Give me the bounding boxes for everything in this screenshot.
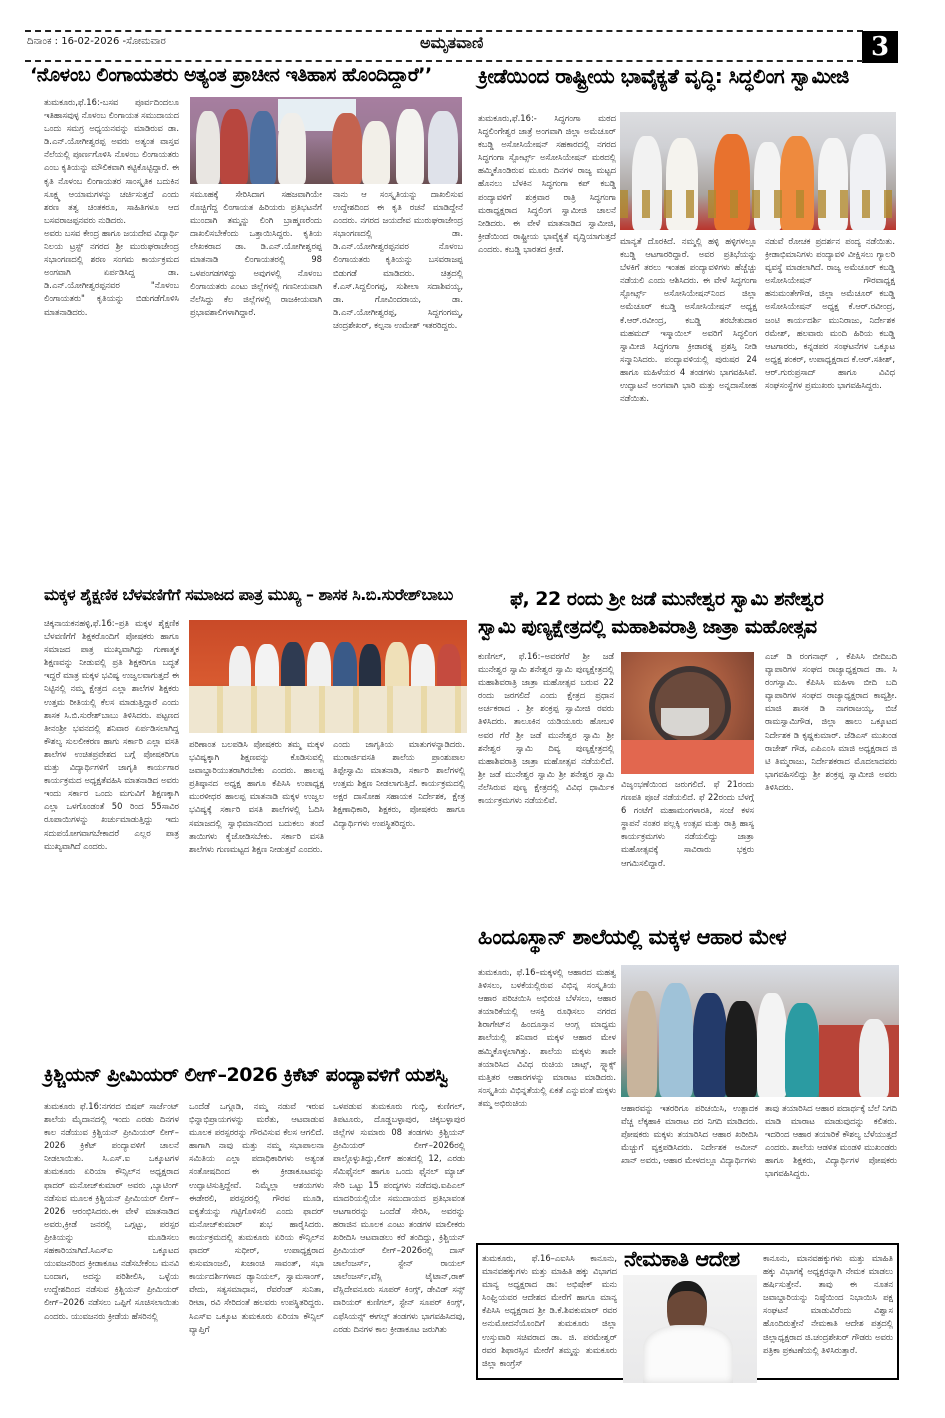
article-appointment-col1 bbox=[482, 1252, 617, 1374]
article-kabaddi-col2 bbox=[620, 235, 757, 583]
photo-food-mela bbox=[621, 965, 899, 1097]
article-text: ತುಮಕೂರು,ಫೆ.16:-ಬಸವ ಪೂರ್ವದಿಂದಲೂ ಇತಿಹಾಸವುಳ್ಳ ನೊಳಂಬ ಲಿಂಗಾಯತ ಸಮುದಾಯದ ಒಂದು ಸಮಗ್ರ ಅಧ್ಯಯನವನ್ನು ಮಾಡಿರುವ ಡಾ. ಡಿ.ಎನ್.ಯೋಗೀಶ್ವರಪ್ಪ ಅವರು ಅತ್ಯಂತ ವಾಸ್ತವ ನೆಲೆಯಲ್ಲಿ ಪೂರ್ಣಗೊಳಿಸಿ ನೊಳಂಬ ಲಿಂಗಾಯತರು ಎಂಬ ಕೃತಿಯನ್ನು ಮೌಲಿಕವಾಗಿ ಕಟ್ಟಿಕೊಟ್ಟಿದ್ದಾರೆ. ಈ ಕೃತಿ ನೊಳಂಬ ಲಿಂಗಾಯತರ ಸಾಂಸ್ಕೃತಿಕ ಬದುಕಿನ ಸೂಕ್ಷ್ಮ ಆಯಾಮಗಳನ್ನು ಚರ್ಚಿಸುತ್ತದೆ ಎಂದು ಶರಣ ತತ್ವ ಚಿಂತಕರೂ, ಸಾಹಿತಿಗಳೂ ಆದ ಬಸವರಾಜಪ್ಪನವರು ನುಡಿದರು. bbox=[44, 97, 179, 225]
photo-kabaddi-inauguration bbox=[620, 112, 896, 230]
article-nolamba-col1 bbox=[44, 96, 179, 581]
article-text: ಮಾನ್ಯತೆ ದೊರಕಿದೆ. ನಮ್ಮಲ್ಲಿ ಹಳ್ಳಿ ಹಳ್ಳಿಗಳಲ್ಲೂ ಕಬಡ್ಡಿ ಆಟಗಾರರಿದ್ದಾರೆ. ಅವರ ಪ್ರತಿಭೆಯನ್ನು ಬೆಳಕಿಗೆ ತರಲು ಇಂತಹ ಪಂದ್ಯಾವಳಿಗಳು ಹೆಚ್ಚೆಚ್ಚು ನಡೆಯಲಿ ಎಂದು ಆಶಿಸಿದರು. ಈ ವೇಳೆ ಸಿದ್ಧಗಂಗಾ ಸ್ಪೋರ್ಟ್ಸ್ ಅಸೋಸಿಯೇಷನ್‌ನಿಂದ ಜಿಲ್ಲಾ ಅಮೆಚೂರ್ ಕಬಡ್ಡಿ ಅಸೋಸಿಯೇಷನ್ ಅಧ್ಯಕ್ಷ ಕೆ.ಆರ್.ರವೀಂದ್ರ, ಕಬಡ್ಡಿ ತರಬೇತುದಾರ ಮಹಮದ್ ಇಸ್ಮಾಯಿಲ್ ಅವರಿಗೆ ಸಿದ್ಧಲಿಂಗ ಸ್ವಾಮೀಜಿ ಸಿದ್ಧಗಂಗಾ ಕ್ರೀಡಾರತ್ನ ಪ್ರಶಸ್ತಿ ನೀಡಿ ಸನ್ಮಾನಿಸಿದರು. ಪಂದ್ಯಾವಳಿಯಲ್ಲಿ ಪುರುಷರ 24 ಹಾಗೂ ಮಹಿಳೆಯರ 4 ತಂಡಗಳು ಭಾಗವಹಿಸಿವೆ. ಉದ್ಘಾಟನೆ ಅಂಗವಾಗಿ ಭಾರಿ ಮತ್ತು ಅನ್ನದಾಸೋಹ ನಡೆಯಿತು. bbox=[620, 236, 757, 404]
article-text: ಸಮೂಹಕ್ಕೆ ಸೇರಿಸಿದಾಗ ಸಹಜವಾಗಿಯೇ ರೊಚ್ಚಿಗೆದ್ದ ಲಿಂಗಾಯತ ಹಿರಿಯರು ಪ್ರತಿಭಟನೆಗೆ ಮುಂದಾಗಿ ತಮ್ಮನ್ನು ಲಿಂಗಿ ಬ್ರಾಹ್ಮಣರೆಂದು ದಾಖಲಿಸಬೇಕೆಂದು ಒತ್ತಾಯಿಸಿದ್ದರು. ಕೃತಿಯ ಲೇಖಕರಾದ ಡಾ. ಡಿ.ಎನ್.ಯೋಗೀಶ್ವರಪ್ಪ ಮಾತನಾಡಿ ಲಿಂಗಾಯತರಲ್ಲಿ 98 ಒಳಪಂಗಡಗಳಿದ್ದು ಅವುಗಳಲ್ಲಿ ನೊಳಂಬ ಲಿಂಗಾಯತರು ಎಂಟು ಜಿಲ್ಲೆಗಳಲ್ಲಿ ಗಣನೀಯವಾಗಿ ನೆಲೆಸಿದ್ದು ಕೆಲ ಜಿಲ್ಲೆಗಳಲ್ಲಿ ರಾಜಕೀಯವಾಗಿ ಪ್ರಭಾವಶಾಲಿಗಳಾಗಿದ್ದಾರೆ. bbox=[190, 189, 322, 317]
article-text: ಚಿಕ್ಕನಾಯಕನಹಳ್ಳಿ,ಫೆ.16:–ಪ್ರತಿ ಮಕ್ಕಳ ಶೈಕ್ಷಣಿಕ ಬೆಳವಣಿಗೆಗೆ ಶಿಕ್ಷಕರೊಂದಿಗೆ ಪೋಷಕರು ಹಾಗೂ ಸಮಾಜದ ಪಾತ್ರ ಮುಖ್ಯವಾಗಿದ್ದು ಗುಣಾತ್ಮಕ ಶಿಕ್ಷಣವನ್ನು ನೀಡುವಲ್ಲಿ ಪ್ರತಿ ಶಿಕ್ಷಕರಿಗೂ ಬದ್ಧತೆ ಇದ್ದರೆ ಮಾತ್ರ ಮಕ್ಕಳ ಭವಿಷ್ಯ ಉಜ್ವಲವಾಗುತ್ತದೆ ಈ ನಿಟ್ಟಿನಲ್ಲಿ ನಮ್ಮ ಕ್ಷೇತ್ರದ ಎಲ್ಲಾ ಶಾಲೆಗಳ ಶಿಕ್ಷಕರು ಉತ್ತಮ ರೀತಿಯಲ್ಲಿ ಕೆಲಸ ಮಾಡುತ್ತಿದ್ದಾರೆ ಎಂದು ಶಾಸಕ ಸಿ.ಬಿ.ಸುರೇಶ್‌ಬಾಬು ತಿಳಿಸಿದರು. ಪಟ್ಟಣದ ತೀನಂಶ್ರೀ ಭವನದಲ್ಲಿ ಶನಿವಾರ ಏರ್ಪಡಿಸಲಾಗಿದ್ದ ಕೌಶಲ್ಯ ಸುಲಲೀಕರಣ ಹಾಗು ಸರ್ಕಾರಿ ಎಲ್ಲಾ ವಸತಿ ಶಾಲೆಗಳ ಉಚಿತಪ್ರವೇಶದ ಬಗ್ಗೆ ಪೋಷಕರಿಗೂ ಮತ್ತು ವಿದ್ಯಾರ್ಥಿಗಳಿಗೆ ಜಾಗೃತಿ ಕಾರ್ಯಗಾರ ಕಾರ್ಯಕ್ರಮದ ಅಧ್ಯಕ್ಷತೆವಹಿಸಿ ಮಾತನಾಡಿದ ಅವರು ಇಂದು ಸರ್ಕಾರ ಒಂದು ಮಗುವಿಗೆ ಶಿಕ್ಷಣಕ್ಕಾಗಿ ಎಲ್ಲಾ ಒಳಗೊಂಡಂತೆ 50 ರಿಂದ 55ಸಾವಿರ ರೂಪಾಯಿಗಳನ್ನು ಖರ್ಚುಮಾಡುತ್ತಿದ್ದು ಇದು ಸದುಪಯೋಗವಾಗಬೇಕಾದರೆ ಎಲ್ಲರ ಪಾತ್ರ ಮುಖ್ಯವಾಗಿದೆ ಎಂದರು. bbox=[44, 618, 179, 851]
article-nolamba-col2 bbox=[190, 188, 322, 580]
article-text: ಎಚ್ ಡಿ ರಂಗನಾಥ್ , ಕೆಪಿಸಿಸಿ ಬೀದಿಬದಿ ವ್ಯಾಪಾರಿಗಳ ಸಂಘದ ರಾಜ್ಯಾಧ್ಯಕ್ಷರಾದ ಡಾ. ಸಿ ರಂಗಸ್ವಾಮಿ. ಕೆಪಿಸಿಸಿ ಮಹಿಳಾ ಬೀದಿ ಬದಿ ವ್ಯಾಪಾರಿಗಳ ಸಂಘದ ರಾಜ್ಯಾಧ್ಯಕ್ಷರಾದ ಕಾವ್ಯಶ್ರೀ. ಮಾಜಿ ಶಾಸಕ ಡಿ ನಾಗರಾಜಯ್ಯ, ಬಿಜೆ ರಾಮಸ್ವಾಮಿಗೌಡ, ಜಿಲ್ಲಾ ಹಾಲು ಒಕ್ಕೂಟದ ನಿರ್ದೇಶಕ ಡಿ ಕೃಷ್ಣಕುಮಾರ್. ಜೆಡಿಎಸ್ ಮುಖಂಡ ರಾಜೇಶ್ ಗೌಡ, ಎಪಿಎಂಸಿ ಮಾಜಿ ಅಧ್ಯಕ್ಷರಾದ ಜಿ ಟಿ ತಿಮ್ಮರಾಜು, ನಿರ್ದೇಶಕರಾದ ಮೊದಲಾದವರು ಭಾಗವಹಿಸಲಿದ್ದು ಶ್ರೀ ಶಂಕ್ರಪ್ಪ ಸ್ವಾಮೀಜಿ ಅವರು ತಿಳಿಸಿದರು. bbox=[765, 651, 897, 792]
headline-food-mela: ಹಿಂದೂಸ್ಥಾನ್ ಶಾಲೆಯಲ್ಲಿ ಮಕ್ಕಳ ಆಹಾರ ಮೇಳ bbox=[478, 925, 787, 949]
article-kabaddi-col3 bbox=[765, 235, 895, 583]
article-education-col2 bbox=[189, 738, 324, 1060]
appointment-box bbox=[476, 1243, 899, 1380]
article-food-col1 bbox=[478, 966, 616, 1228]
article-text: ತುಮಕೂರು ಫೆ.16:ನಗರದ ಬಿಷಪ್ ಸಾರ್ಜೆಂಟ್ ಶಾಲೆಯ ಮೈದಾನದಲ್ಲಿ ಇಂದು ಎರಡು ದಿನಗಳ ಕಾಲ ನಡೆಯುವ ಕ್ರಿಶ್ಚಿಯನ್ ಪ್ರೀಮಿಯರ್ ಲೀಗ್–2026 ಕ್ರಿಕೆಟ್ ಪಂದ್ಯಾವಳಿಗೆ ಚಾಲನೆ ನೀಡಲಾಯಿತು. ಸಿ.ಎಸ್.ಐ ಒಕ್ಕೂಟಗಳ ತುಮಕೂರು ಏರಿಯಾ ಕೌನ್ಸಿಲ್‌ನ ಅಧ್ಯಕ್ಷರಾದ ಫಾದರ್ ಮನೋಜ್‌ಕುಮಾರ್ ಅವರು ,ಬ್ಯಾಟಿಂಗ್ ನಡೆಸುವ ಮೂಲಕ ಕ್ರಿಶ್ಚಿಯನ್ ಪ್ರೀಮಿಯರ್ ಲೀಗ್–2026 ಆರಂಭಿಸಿದರು.ಈ ವೇಳೆ ಮಾತನಾಡಿದ ಅವರು,ಕ್ರೀಡೆ ಜನರಲ್ಲಿ ಒಗ್ಗಟ್ಟು, ಪರಸ್ಪರ ಪ್ರೀತಿಯನ್ನು ಮೂಡಿಸಲು ಸಹಕಾರಿಯಾಗಿದೆ.ಸಿಎಸ್ಐ ಒಕ್ಕೂಟದ ಯುವಜನರಿಂದ ಕ್ರೀಡಾಕೂಟ ನಡೆಸಬೇಕೆಂಬ ಮನವಿ ಬಂದಾಗ, ಅದನ್ನು ಪರಿಶೀಲಿಸಿ, ಒಳ್ಳೆಯ ಉದ್ದೇಶದಿಂದ ನಡೆಸುವ ಕ್ರಿಶ್ಚಿಯನ್ ಪ್ರೀಮಿಯರ್ ಲೀಗ್–2026 ನಡೆಸಲು ಒಪ್ಪಿಗೆ ಸೂಚಿಸಲಾಯಿತು ಎಂದರು. ಯುವಜನರು ಕ್ರೀಡೆಯ ಹೆಸರಿನಲ್ಲಿ bbox=[44, 1101, 179, 1321]
article-appointment-col2 bbox=[763, 1252, 893, 1374]
article-text: ನಾನು ಆ ಸಂಸ್ಕೃತಿಯನ್ನು ದಾಖಲಿಸುವ ಉದ್ದೇಶದಿಂದ ಈ ಕೃತಿ ರಚನೆ ಮಾಡಿದ್ದೇನೆ ಎಂದರು. ನಗರದ ಜಯದೇವ ಮುರುಘರಾಜೇಂದ್ರ ಸಭಾಂಗಣದಲ್ಲಿ ಡಾ. ಡಿ.ಎನ್.ಯೋಗೀಶ್ವರಪ್ಪನವರ ನೊಳಂಬ ಲಿಂಗಾಯತರು ಕೃತಿಯನ್ನು ಬಸವರಾಜಪ್ಪ ಬಿಡುಗಡೆ ಮಾಡಿದರು. ಚಿತ್ರದಲ್ಲಿ ಕೆ.ಎಸ್.ಸಿದ್ದಲಿಂಗಪ್ಪ, ಸುಶೀಲಾ ಸದಾಶಿವಯ್ಯ, ಡಾ. ಗೋವಿಂದರಾಯ, ಡಾ. ಡಿ.ಎನ್.ಯೋಗೀಶ್ವರಪ್ಪ, ಸಿದ್ದಗಂಗಮ್ಮ, ಚಂದ್ರಶೇಖರ್, ಕಲ್ಪನಾ ಉಮೇಶ್ ಇತರರಿದ್ದರು. bbox=[333, 189, 463, 330]
headline-nolamba: ‘ನೊಳಂಬ ಲಿಂಗಾಯತರು ಅತ್ಯಂತ ಪ್ರಾಚೀನ ಇತಿಹಾಸ ಹೊಂದಿದ್ದಾರೆ’’ bbox=[30, 64, 432, 86]
article-text: ಪರಿಣಾಂತ ಬಲಪಡಿಸಿ ಪೋಷಕರು ತಮ್ಮ ಮಕ್ಕಳ ಭವಿಷ್ಯಕ್ಕಾಗಿ ಶಿಕ್ಷಣವನ್ನು ಕೊಡಿಸುವಲ್ಲಿ ಜವಾಬ್ದಾರಿಯುತರಾಗಿರಬೇಕು ಎಂದರು. ಹಾಲಪ್ಪ ಪ್ರತಿಷ್ಠಾನದ ಅಧ್ಯಕ್ಷ ಹಾಗೂ ಕೆಪಿಸಿಸಿ ಉಪಾಧ್ಯಕ್ಷ ಮುರಳೀಧರ ಹಾಲಪ್ಪ ಮಾತನಾಡಿ ಮಕ್ಕಳ ಉಜ್ವಲ ಭವಿಷ್ಯಕ್ಕೆ ಸರ್ಕಾರಿ ವಸತಿ ಶಾಲೆಗಳಲ್ಲಿ ಓದಿಸಿ ಸಮಾಜದಲ್ಲಿ ಸ್ವಾಭಿಮಾನದಿಂದ ಬದುಕಲು ತಂದೆ ತಾಯಿಗಳು ಕೈಜೋಡಿಸಬೇಕು. ಸರ್ಕಾರಿ ವಸತಿ ಶಾಲೆಗಳು ಗುಣಮಟ್ಟದ ಶಿಕ್ಷಣ ನೀಡುತ್ತವೆ ಎಂದರು. bbox=[189, 739, 324, 854]
headline-appointment: ನೇಮಕಾತಿ ಆದೇಶ bbox=[624, 1247, 740, 1271]
paper-name: ಅಮೃತವಾಣಿ bbox=[420, 33, 484, 52]
article-text: ಕುಣಿಗಲ್, ಫೆ.16:–ಅವರಗೆರೆ ಶ್ರೀ ಜಡೆ ಮುನೇಶ್ವರ ಸ್ವಾಮಿ ಶನೇಶ್ವರ ಸ್ವಾಮಿ ಪುಣ್ಯಕ್ಷೇತ್ರದಲ್ಲಿ ಮಹಾಶಿವರಾತ್ರಿ ಜಾತ್ರಾ ಮಹೋತ್ಸವ ಬರುವ 22 ರಂದು ಜರಗಲಿದೆ ಎಂದು ಕ್ಷೇತ್ರದ ಪ್ರಧಾನ ಅರ್ಚಕರಾದ . ಶ್ರೀ ಶಂಕ್ರಪ್ಪ ಸ್ವಾಮೀಜಿ ರವರು ತಿಳಿಸಿದರು. ತಾಲೂಕಿನ ಯಡಿಯೂರು ಹೋಬಳಿ ಅವರ ಗೆರೆ ಶ್ರೀ ಜಡೆ ಮುನೇಶ್ವರ ಸ್ವಾಮಿ ಶ್ರೀ ಶನೇಶ್ವರ ಸ್ವಾಮಿ ದಿವ್ಯ ಪುಣ್ಯಕ್ಷೇತ್ರದಲ್ಲಿ ಮಹಾಶಿವರಾತ್ರಿ ಜಾತ್ರಾ ಮಹೋತ್ಸವ ನಡೆಯಲಿದೆ. ಶ್ರೀ ಜಡೆ ಮುನೇಶ್ವರ ಸ್ವಾಮಿ ಶ್ರೀ ಶನೇಶ್ವರ ಸ್ವಾಮಿ ನೆಲೆಸಿರುವ ಪುಣ್ಯ ಕ್ಷೇತ್ರದಲ್ಲಿ ವಿವಿಧ ಧಾರ್ಮಿಕ ಕಾರ್ಯಕ್ರಮಗಳು ನಡೆಯಲಿವೆ. bbox=[478, 651, 614, 806]
article-cricket-col3 bbox=[333, 1100, 465, 1390]
photo-book-release bbox=[190, 97, 462, 184]
article-jathre-col3 bbox=[765, 650, 897, 925]
article-text: ತುಮಕೂರು, ಫೆ.16–ಎಐಸಿಸಿ ಕಾನೂನು, ಮಾನವಹಕ್ಕುಗಳು ಮತ್ತು ಮಾಹಿತಿ ಹಕ್ಕು ವಿಭಾಗದ ಮಾನ್ಯ ಅಧ್ಯಕ್ಷರಾದ ಡಾ: ಅಭಿಷೇಕ್ ಮನು ಸಿಂಘ್ವಿಯವರ ಆದೇಶದ ಮೇರೆಗೆ ಹಾಗೂ ಮಾನ್ಯ ಕೆಪಿಸಿಸಿ ಅಧ್ಯಕ್ಷರಾದ ಶ್ರೀ ಡಿ.ಕೆ.ಶಿವಕುಮಾರ್ ರವರ ಅನುಮೋದನೆಯೊಂದಿಗೆ ತುಮಕೂರು ಜಿಲ್ಲಾ ಉಸ್ತುವಾರಿ ಸಚಿವರಾದ ಡಾ. ಜಿ. ಪರಮೇಶ್ವರ್ ರವರ ಶಿಫಾರಸ್ಸಿನ ಮೇರೆಗೆ ತಮ್ಮನ್ನು ತುಮಕೂರು ಜಿಲ್ಲಾ ಕಾಂಗ್ರೆಸ್ bbox=[482, 1253, 617, 1368]
masthead-rule-top bbox=[25, 30, 863, 32]
article-text: ತುಮಕೂರು,ಫೆ.16:- ಸಿದ್ಧಗಂಗಾ ಮಠದ ಸಿದ್ಧಲಿಂಗೇಶ್ವರ ಜಾತ್ರೆ ಅಂಗವಾಗಿ ಜಿಲ್ಲಾ ಅಮೆಚೂರ್ ಕಬಡ್ಡಿ ಅಸೋಸಿಯೇಷನ್ ಸಹಕಾರದಲ್ಲಿ ನಗರದ ಸಿದ್ಧಗಂಗಾ ಸ್ಪೋರ್ಟ್ಸ್ ಅಸೋಸಿಯೇಷನ್ ಮಠದಲ್ಲಿ ಹಮ್ಮಿಕೊಂಡಿರುವ ಮೂರು ದಿನಗಳ ರಾಜ್ಯ ಮಟ್ಟದ ಹೊನಲು ಬೆಳಕಿನ ಸಿದ್ಧಗಂಗಾ ಕಪ್ ಕಬಡ್ಡಿ ಪಂದ್ಯಾವಳಿಗೆ ಶುಕ್ರವಾರ ರಾತ್ರಿ ಸಿದ್ಧಗಂಗಾ ಮಠಾಧ್ಯಕ್ಷರಾದ ಸಿದ್ಧಲಿಂಗ ಸ್ವಾಮೀಜಿ ಚಾಲನೆ ನೀಡಿದರು. ಈ ವೇಳೆ ಮಾತನಾಡಿದ ಸ್ವಾಮೀಜಿ, ಕ್ರೀಡೆಯಿಂದ ರಾಷ್ಟ್ರೀಯ ಭಾವೈಕ್ಯತೆ ವೃದ್ಧಿಯಾಗುತ್ತದೆ ಎಂದರು. ಕಬಡ್ಡಿ ಭಾರತದ ಕ್ರೀಡೆ. bbox=[478, 113, 616, 254]
headline-jathre-line2: ಸ್ವಾಮಿ ಪುಣ್ಯಕ್ಷೇತ್ರದಲ್ಲಿ ಮಹಾಶಿವರಾತ್ರಿ ಜಾತ್ರಾ ಮಹೋತ್ಸವ bbox=[478, 616, 817, 638]
headline-cricket: ಕ್ರಿಶ್ಚಿಯನ್ ಪ್ರೀಮಿಯರ್ ಲೀಗ್–2026 ಕ್ರಿಕೆಟ್ ಪಂದ್ಯಾವಳಿಗೆ ಯಶಸ್ವಿ bbox=[44, 1064, 448, 1086]
masthead-rule-bottom bbox=[25, 60, 863, 62]
article-education-col1 bbox=[44, 617, 179, 1062]
article-food-col2 bbox=[621, 1102, 758, 1228]
article-education-col3 bbox=[333, 738, 465, 1060]
article-cricket-col1 bbox=[44, 1100, 179, 1390]
article-text: ಒಳಪಡುವ ತುಮಕೂರು ಗುಬ್ಬಿ, ಕುಣಿಗಲ್, ತಿಪಟೂರು, ದೊಡ್ಡಬಳ್ಳಾಪುರ, ಚಿಕ್ಕಬಳ್ಳಾಪುರ ಜಿಲ್ಲೆಗಳ ಸುಮಾರು 08 ತಂಡಗಳು ಕ್ರಿಶ್ಚಿಯನ್ ಪ್ರೀಮಿಯರ್ ಲೀಗ್–2026ರಲ್ಲಿ ಪಾಲ್ಗೊಳ್ಳುತಿದ್ದು,ಲೀಗ್ ಹಂತದಲ್ಲಿ 12, ಎರಡು ಸೆಮಿಫೈನಲ್ ಹಾಗೂ ಒಂದು ಫೈನಲ್ ಮ್ಯಾಚ್ ಸೇರಿ ಒಟ್ಟು 15 ಪಂದ್ಯಗಳು ನಡೆದವು.ಐಪಿಎಲ್ ಮಾದರಿಯಲ್ಲಿಯೇ ಸಮುದಾಯದ ಪ್ರತಿಭಾವಂತ ಆಟಗಾರರನ್ನು ಒಂದೆಡೆ ಸೇರಿಸಿ, ಅವರನ್ನು ಹರಾಜಿನ ಮೂಲಕ ಎಂಟು ತಂಡಗಳ ಮಾಲೀಕರು ಖರೀದಿಸಿ ಆಟವಾಡಲು ಕರೆ ತಂದಿದ್ದು, ಕ್ರಿಶ್ಚಿಯನ್ ಪ್ರೀಮಿಯರ್ ಲೀಗ್–2026ರಲ್ಲಿ ದಾಸ್ ಚಾಲೆಂಜರ್ಸ್, ಸ್ಟೇನ್ ರಾಯಲ್ ಚಾಲೆಂಜರ್ಸ್,ವೆಸ್ಲಿ ಟೈಟಾನ್,ರಾಕ್ ವೆಸ್ಲಿದೇವನೂರು ಸೂಪರ್ ಕಿಂಗ್ಸ್, ಡೇವಿಡ್ ಸನ್ಸ್ ವಾರಿಯರ್ ಕುಣಿಗಲ್, ಸ್ಟೇನ್ ಸೂಪರ್ ಕಿಂಗ್ಸ್, ಎಫೆಸಿಯನ್ಸ್ ಈಗಲ್ಸ್ ತಂಡಗಳು ಭಾಗವಹಿಸಿದವು, ಎರಡು ದಿನಗಳ ಕಾಲ ಕ್ರೀಡಾಕೂಟ ಜರುಗಿತು bbox=[333, 1101, 465, 1334]
photo-education-felicitation bbox=[189, 620, 467, 733]
article-text: ಆಹಾರವನ್ನು ಇತರರಿಗೂ ಪರಿಚಯಿಸಿ, ಉತ್ಪಾದಕ ವೆಚ್ಚ ಲೆಕ್ಕಹಾಕಿ ಮಾರಾಟ ದರ ನಿಗದಿ ಮಾಡಿದರು. ಪೋಷಕರು ಮಕ್ಕಳು ತಯಾರಿಸಿದ ಆಹಾರ ಖರೀದಿಸಿ ಮೆಚ್ಚುಗೆ ವ್ಯಕ್ತಪಡಿಸಿದರು. ನಿರ್ದೇಶಕ ಅಮೀನ್ ಖಾನ್ ಅವರು, ಆಹಾರ ಮೇಳದಲ್ಲೂ ವಿದ್ಯಾರ್ಥಿಗಳು bbox=[621, 1103, 758, 1166]
article-food-col3 bbox=[765, 1102, 897, 1228]
headline-education: ಮಕ್ಕಳ ಶೈಕ್ಷಣಿಕ ಬೆಳವಣಿಗೆಗೆ ಸಮಾಜದ ಪಾತ್ರ ಮುಖ್ಯ – ಶಾಸಕ ಸಿ.ಬಿ.ಸುರೇಶ್‌ಬಾಬು bbox=[44, 585, 453, 604]
page-number: 3 bbox=[862, 31, 898, 63]
article-text: ನಡುವೆ ರೋಚಕ ಪ್ರದರ್ಶನ ಪಂದ್ಯ ನಡೆಯಿತು. ಕ್ರೀಡಾಭಿಮಾನಿಗಳು ಪಂದ್ಯಾವಳಿ ವೀಕ್ಷಿಸಲು ಗ್ಯಾಲರಿ ವ್ಯವಸ್ಥೆ ಮಾಡಲಾಗಿದೆ. ರಾಜ್ಯ ಅಮೆಚೂರ್ ಕಬಡ್ಡಿ ಅಸೋಸಿಯೇಷನ್ ಗೌರವಾಧ್ಯಕ್ಷ ಹನುಮಂತೇಗೌಡ, ಜಿಲ್ಲಾ ಅಮೆಚೂರ್ ಕಬಡ್ಡಿ ಅಸೋಸಿಯೇಷನ್ ಅಧ್ಯಕ್ಷ ಕೆ.ಆರ್.ರವೀಂದ್ರ, ಜಂಟಿ ಕಾರ್ಯದರ್ಶಿ ಮುನಿರಾಜು, ನಿರ್ದೇಶಕ ರಮೇಶ್, ಹಲವಾರು ಮಂದಿ ಹಿರಿಯ ಕಬಡ್ಡಿ ಆಟಗಾರರು, ಕನ್ನಡಪರ ಸಂಘಟನೆಗಳ ಒಕ್ಕೂಟ ಅಧ್ಯಕ್ಷ ಶಂಕರ್, ಉಪಾಧ್ಯಕ್ಷರಾದ ಕೆ.ಆರ್.ಸತೀಶ್, ಆರ್.ಗುರುಪ್ರಸಾದ್ ಹಾಗೂ ವಿವಿಧ ಸಂಘಸಂಸ್ಥೆಗಳ ಪ್ರಮುಖರು ಭಾಗವಹಿಸಿದ್ದರು. bbox=[765, 236, 895, 391]
article-kabaddi-col1 bbox=[478, 112, 616, 582]
article-text: ಒಂದೆಡೆ ಒಗ್ಗೂಡಿ, ನಮ್ಮ ನಡುವೆ ಇರುವ ಭಿನ್ನಾಭಿಪ್ರಾಯಗಳನ್ನು ಮರೆತು, ಆಟವಾಡುವ ಮೂಲಕ ಪರಸ್ಪರರನ್ನು ಗೌರವಿಸುವ ಕೆಲಸ ಆಗಲಿದೆ. ಹಾಗಾಗಿ ನಾವು ಮತ್ತು ನಮ್ಮ ಸಭಾಪಾಲನಾ ಸಮಿತಿಯ ಎಲ್ಲಾ ಪದಾಧಿಕಾರಿಗಳು ಅತ್ಯಂತ ಸಂತೋಷದಿಂದ ಈ ಕ್ರೀಡಾಕೂಟವನ್ನು ಉದ್ಘಾಟಿಸುತ್ತಿದ್ದೇವೆ. ನಿಮ್ಮೆಲ್ಲಾ ಆಶಯಗಳು ಈಡೇರಲಿ, ಪರಸ್ಪರರಲ್ಲಿ ಗೌರವ ಮೂಡಿ, ಐಕ್ಯತೆಯನ್ನು ಗಟ್ಟಿಗೊಳಿಸಲಿ ಎಂದು ಫಾದರ್ ಮನೋಜ್‌ಕುಮಾರ್ ಶುಭ ಹಾರೈಸಿದರು. ಕಾರ್ಯಕ್ರಮದಲ್ಲಿ ತುಮಕೂರು ಏರಿಯ ಕೌನ್ಸಿಲ್‌ನ ಫಾದರ್ ಸುಧೀರ್, ಉಪಾಧ್ಯಕ್ಷರಾದ ಕುಸುಮಾಂಜಲಿ, ಖಜಾಂಚಿ ಸಾವಂತ್, ಸಭಾ ಕಾರ್ಯದರ್ಶಿಗಳಾದ ಡ್ಯಾನಿಯಲ್, ಸ್ವಾಮಸಾಂಗ್, ವೇದು, ಸತ್ಯಸಮಾಧಾನ, ರೆವರೆಂಡ್ ಸುನಿತಾ, ರೀಟಾ, ರವಿ ಸೇರಿದಂತೆ ಹಲವರು ಉಪಸ್ಥಿತರಿದ್ದರು. ಸಿಎಸ್ಐ ಒಕ್ಕೂಟ ತುಮಕೂರು ಏರಿಯಾ ಕೌನ್ಸಿಲ್ ವ್ಯಾಪ್ತಿಗೆ bbox=[189, 1101, 324, 1334]
article-text: ಅವರು ಬಸವ ಕೇಂದ್ರ ಹಾಗೂ ಜಯದೇವ ವಿದ್ಯಾರ್ಥಿ ನಿಲಯ ಟ್ರಸ್ಟ್ ನಗರದ ಶ್ರೀ ಮುರುಘರಾಜೇಂದ್ರ ಸಭಾಂಗಣದಲ್ಲಿ ಶರಣ ಸಂಗಮ ಕಾರ್ಯಕ್ರಮದ ಅಂಗವಾಗಿ ಏರ್ಪಡಿಸಿದ್ದ ಡಾ. ಡಿ.ಎನ್.ಯೋಗೀಶ್ವರಪ್ಪನವರ "ನೊಳಂಬ ಲಿಂಗಾಯತರು" ಕೃತಿಯನ್ನು ಬಿಡುಗಡೆಗೊಳಿಸಿ ಮಾತನಾಡಿದರು. bbox=[44, 227, 179, 317]
article-text: ತುಮಕೂರು, ಫೆ.16–ಮಕ್ಕಳಲ್ಲಿ ಆಹಾರದ ಮಹತ್ವ ತಿಳಿಸಲು, ಬಳಕೆಯಲ್ಲಿರುವ ವಿಭಿನ್ನ ಸಂಸ್ಕೃತಿಯ ಆಹಾರ ಪರಿಚಯಿಸಿ ಅಭಿರುಚಿ ಬೆಳೆಸಲು, ಆಹಾರ ತಯಾರಿಕೆಯಲ್ಲಿ ಆಸಕ್ತಿ ರೂಢಿಸಲು ನಗರದ ಶಿರಾಗೇಟ್‌ನ ಹಿಂದೂಸ್ತಾನ ಆಂಗ್ಲ ಮಾಧ್ಯಮ ಶಾಲೆಯಲ್ಲಿ ಶನಿವಾರ ಮಕ್ಕಳ ಆಹಾರ ಮೇಳ ಹಮ್ಮಿಕೊಳ್ಳಲಾಗಿತ್ತು. ಶಾಲೆಯ ಮಕ್ಕಳು ತಾವೇ ತಯಾರಿಸಿದ ವಿವಿಧ ರುಚಿಯ ಚಾಟ್ಸ್, ಸ್ನ್ಯಾಕ್ಸ್ ಮತ್ತಿತರ ಆಹಾರಗಳನ್ನು ಮಾರಾಟ ಮಾಡಿದರು. ಸಂಸ್ಕೃತಿಯ ವಿಭಿನ್ನತೆಯಲ್ಲಿ ಏಕತೆ ಎನ್ನುವಂತೆ ಮಕ್ಕಳು ತಮ್ಮ ಅಭಿರುಚಿಯ bbox=[478, 967, 616, 1108]
photo-swamiji-portrait bbox=[621, 652, 754, 774]
article-jathre-col2 bbox=[621, 778, 754, 925]
article-jathre-col1 bbox=[478, 650, 614, 925]
date-line: ದಿನಾಂಕ : 16-02-2026 -ಸೋಮವಾರ bbox=[27, 36, 166, 47]
headline-jathre-line1: ಫೆ, 22 ರಂದು ಶ್ರೀ ಜಡೆ ಮುನೇಶ್ವರ ಸ್ವಾಮಿ ಶನೇಶ್ವರ bbox=[510, 588, 824, 610]
article-cricket-col2 bbox=[189, 1100, 324, 1390]
article-text: ಕಾನೂನು, ಮಾನವಹಕ್ಕುಗಳು ಮತ್ತು ಮಾಹಿತಿ ಹಕ್ಕು ವಿಭಾಗಕ್ಕೆ ಅಧ್ಯಕ್ಷರನ್ನಾಗಿ ನೇಮಕ ಮಾಡಲು ಹರ್ಷಿಸುತ್ತೇನೆ. ತಾವು ಈ ನೂತನ ಜವಾಬ್ದಾರಿಯನ್ನು ನಿಷ್ಠೆಯಿಂದ ನಿಭಾಯಿಸಿ ಪಕ್ಷ ಸಂಘಟನೆ ಮಾಡುವಿರೆಂದು ವಿಶ್ವಾಸ ಹೊಂದಿರುತ್ತೇನೆ ನೇಮಕಾತಿ ಆದೇಶ ಪತ್ರದಲ್ಲಿ ಜಿಲ್ಲಾಧ್ಯಕ್ಷರಾದ ಜಿ.ಚಂದ್ರಶೇಖರ್ ಗೌಡರು ಅವರು ಪತ್ರಿಕಾ ಪ್ರಕಟಣೆಯಲ್ಲಿ ತಿಳಿಸಿರುತ್ತಾರೆ. bbox=[763, 1253, 893, 1355]
photo-appointee-portrait bbox=[623, 1275, 757, 1383]
article-nolamba-col3 bbox=[333, 188, 463, 580]
headline-kabaddi: ಕ್ರೀಡೆಯಿಂದ ರಾಷ್ಟ್ರೀಯ ಭಾವೈಕ್ಯತೆ ವೃದ್ಧಿ: ಸಿದ್ಧಲಿಂಗ ಸ್ವಾಮೀಜಿ bbox=[478, 64, 849, 88]
article-text: ಎಂದು ಜಾಗೃತಿಯ ಮಾತುಗಳನ್ನಾಡಿದರು. ಮುರಾರ್ಜಿವಸತಿ ಶಾಲೆಯ ಪ್ರಾಂಶುಪಾಲ ತಿಪ್ಪೇಸ್ವಾಮಿ ಮಾತನಾಡಿ, ಸರ್ಕಾರಿ ಶಾಲೆಗಳಲ್ಲಿ ಉತ್ತಮ ಶಿಕ್ಷಣ ನೀಡಲಾಗುತ್ತಿದೆ. ಕಾರ್ಯಕ್ರಮದಲ್ಲಿ ಅಕ್ಷರ ದಾಸೋಹ ಸಹಾಯಕ ನಿರ್ದೇಶಕ, ಕ್ಷೇತ್ರ ಶಿಕ್ಷಣಾಧಿಕಾರಿ, ಶಿಕ್ಷಕರು, ಪೋಷಕರು ಹಾಗೂ ವಿದ್ಯಾರ್ಥಿಗಳು ಉಪಸ್ಥಿತರಿದ್ದರು. bbox=[333, 739, 465, 828]
article-text: ತಾವು ತಯಾರಿಸಿದ ಆಹಾರ ಪದಾರ್ಥಕ್ಕೆ ಬೆಲೆ ನಿಗದಿ ಮಾಡಿ ಮಾರಾಟ ಮಾಡುವುದನ್ನು ಕಲಿತರು. ಇದರಿಂದ ಆಹಾರ ತಯಾರಿಕೆ ಕೌಶಲ್ಯ ಬೆಳೆಯುತ್ತದೆ ಎಂದರು. ಶಾಲೆಯ ಆಡಳಿತ ಮಂಡಳಿ ಮುಖಂಡರು ಹಾಗೂ ಶಿಕ್ಷಕರು, ವಿದ್ಯಾರ್ಥಿಗಳ ಪೋಷಕರು ಭಾಗವಹಿಸಿದ್ದರು. bbox=[765, 1103, 897, 1179]
article-text: ವಿಜೃಂಭಣೆಯಿಂದ ಜರುಗಲಿದೆ. ಫೆ 21ರಂದು ಗಣಪತಿ ಪೂಜೆ ನಡೆಯಲಿದೆ. ಫೆ 22ರಂದು ಬೆಳಗ್ಗೆ 6 ಗಂಟೆಗೆ ಮಹಾಮಂಗಳಾರತಿ, ಸಂಜೆ ಕಳಸ ಸ್ಥಾಪನೆ ನಂತರ ಪಲ್ಲಕ್ಕಿ ಉತ್ಸವ ಮತ್ತು ರಾತ್ರಿ ಹಾಸ್ಯ ಕಾರ್ಯಕ್ರಮಗಳು ನಡೆಯಲಿದ್ದು ಜಾತ್ರಾ ಮಹೋತ್ಸವಕ್ಕೆ ಸಾವಿರಾರು ಭಕ್ತರು ಆಗಮಿಸಲಿದ್ದಾರೆ. bbox=[621, 779, 754, 868]
